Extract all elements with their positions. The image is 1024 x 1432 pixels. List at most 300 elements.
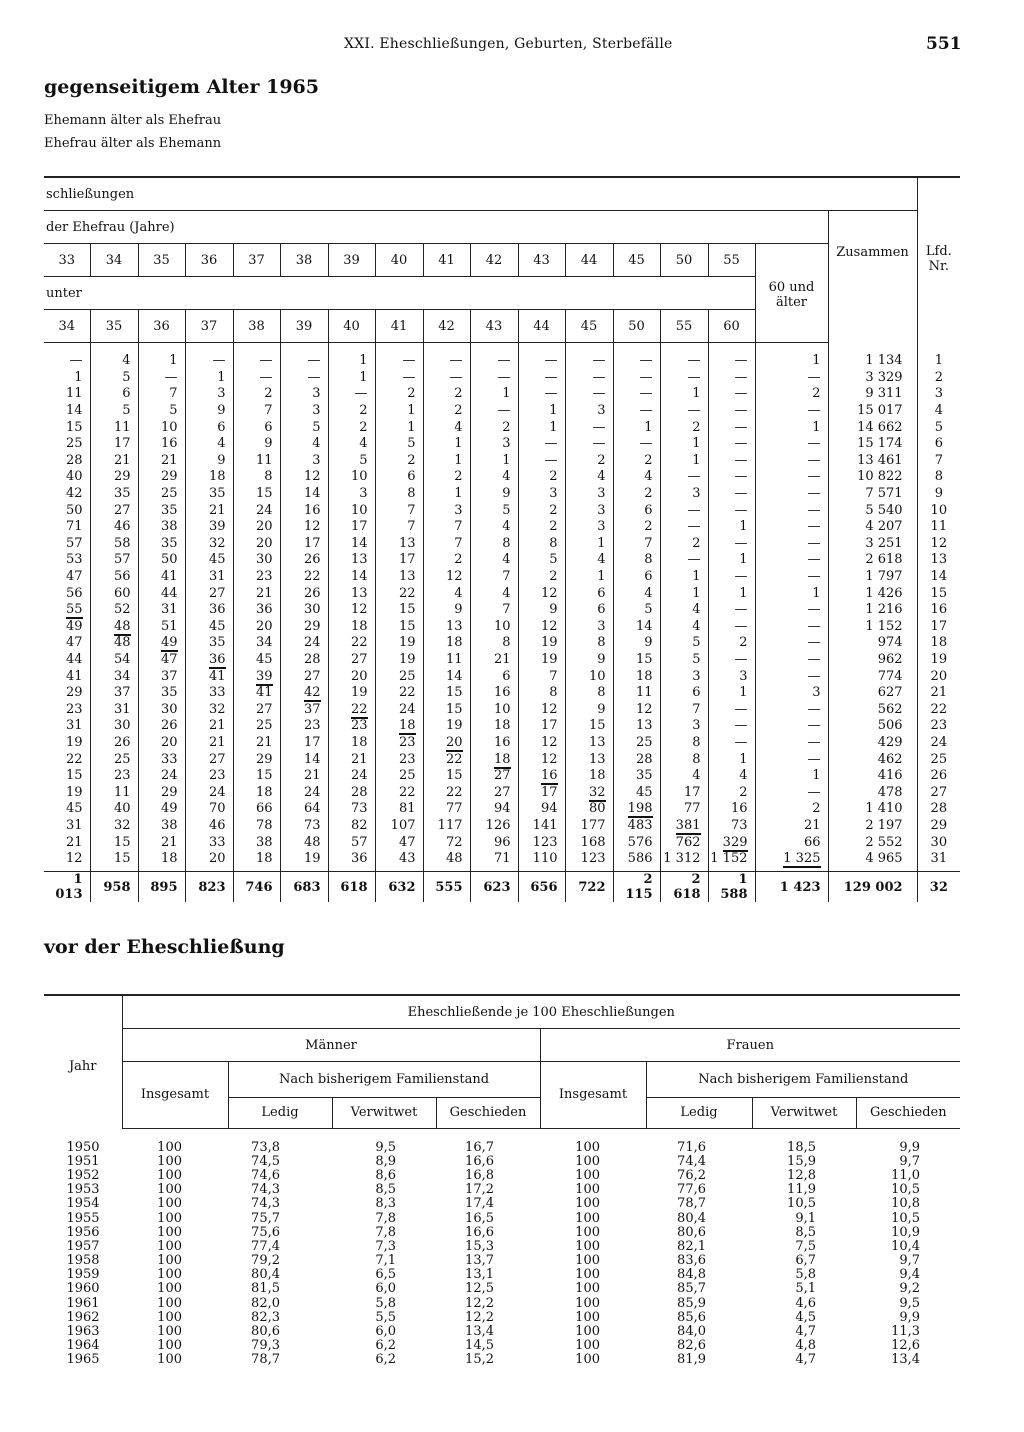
matrix-cell: 2 [423,552,470,569]
matrix-cell: 168 [565,834,613,851]
marital-status-table [44,994,960,1368]
table-row [44,1268,960,1282]
lfd-cell: 7 [934,452,943,468]
frauen-value: 100 [575,1238,600,1254]
matrix-cell: 3 [565,519,613,536]
matrix-cell: 21 [328,751,375,768]
age-to-header: 37 [185,310,233,343]
matrix-cell: 6 [90,386,138,403]
page-number: 551 [926,34,962,54]
matrix-cell: 44 [138,585,185,602]
matrix-cell: 35 [138,685,185,702]
matrix-cell: — [565,436,613,453]
zusammen-cell: 1 152 [828,619,917,636]
maenner-value: 100 [157,1253,182,1269]
matrix-cell: 57 [44,536,90,553]
maenner-value: 15,2 [465,1352,494,1368]
maenner-value: 100 [157,1210,182,1226]
total-cell: 895 [138,872,185,903]
maenner-value: 100 [157,1295,182,1311]
lfd-cell: 20 [930,668,948,684]
frauen-value: 11,0 [891,1167,921,1183]
total-cell: 1 423 [755,872,828,903]
matrix-cell: 15 [90,851,138,868]
matrix-cell: 20 [233,536,280,553]
matrix-cell: 56 [44,585,90,602]
matrix-cell: 6 [613,569,660,586]
matrix-cell: 50 [138,552,185,569]
matrix-cell: 47 [375,834,423,851]
matrix-cell: 7 [613,536,660,553]
year-cell: 1964 [66,1338,100,1354]
matrix-cell: 13 [565,751,613,768]
matrix-cell: 13 [423,619,470,636]
matrix-cell: — [518,386,565,403]
table-row [44,1141,960,1155]
matrix-cell: 31 [185,569,233,586]
totals-row [44,872,960,903]
matrix-cell: 4 [613,469,660,486]
matrix-cell: 2 [565,453,613,470]
matrix-cell: 2 [423,403,470,420]
diagonal-value: 55 [65,602,83,618]
zusammen-cell: 1 426 [828,585,917,602]
matrix-cell: 2 [470,419,518,436]
maenner-value: 13,1 [465,1267,494,1283]
frauen-value: 81,9 [677,1352,706,1368]
zusammen-cell: 1 410 [828,801,917,818]
diagonal-value: 1 325 [783,851,821,867]
maenner-value: 17,4 [465,1196,494,1212]
matrix-cell: 2 [518,569,565,586]
matrix-cell: 9 [185,403,233,420]
matrix-cell: 24 [185,784,233,801]
maenner-value: 77,4 [251,1238,280,1254]
matrix-cell: 34 [90,668,138,685]
maenner-value: 80,4 [251,1267,280,1283]
maenner-value: 7,3 [375,1238,396,1254]
matrix-cell: — [138,370,185,387]
maenner-value: 17,2 [465,1182,494,1198]
matrix-cell: 2 [613,486,660,503]
zusammen-cell: 4 207 [828,519,917,536]
matrix-cell: 6 [613,502,660,519]
matrix-cell: 28 [44,453,90,470]
matrix-cell: 27 [185,585,233,602]
maenner-familienstand-header: Nach bisherigem Familienstand [228,1062,540,1098]
matrix-cell: 9 [423,602,470,619]
matrix-cell: 38 [138,818,185,835]
matrix-cell: 27 [470,768,518,785]
matrix-cell: 15 [375,602,423,619]
matrix-cell: 6 [233,419,280,436]
frauen-value: 74,4 [677,1153,706,1169]
matrix-cell: 14 [423,668,470,685]
frauen-value: 15,9 [787,1153,816,1169]
maenner-value: 6,0 [375,1324,396,1340]
matrix-cell: 82 [328,818,375,835]
matrix-cell: — [708,735,755,752]
matrix-cell: 2 [518,469,565,486]
matrix-cell: 2 [233,386,280,403]
matrix-cell: 19 [375,635,423,652]
lfd-cell: 16 [930,602,948,618]
matrix-cell: 5 [138,403,185,420]
maenner-value: 7,8 [375,1224,396,1240]
lfd-cell: 10 [930,502,948,518]
zusammen-cell: 962 [828,652,917,669]
matrix-cell: — [660,370,708,387]
matrix-cell [518,768,565,785]
matrix-cell: 24 [328,768,375,785]
zusammen-cell: 627 [828,685,917,702]
matrix-cell [280,685,328,702]
lfd-cell: 4 [934,403,943,419]
maenner-value: 6,5 [375,1267,396,1283]
matrix-cell: 32 [185,536,233,553]
matrix-cell: 1 [328,353,375,370]
matrix-cell: 21 [233,735,280,752]
frauen-value: 100 [575,1182,600,1198]
matrix-cell: 23 [44,701,90,718]
matrix-cell: 41 [138,569,185,586]
frauen-value: 8,5 [795,1224,816,1240]
year-cell: 1952 [66,1167,100,1183]
matrix-cell: 16 [280,502,328,519]
table-row [44,1211,960,1225]
matrix-cell: 34 [233,635,280,652]
matrix-cell: 7 [660,701,708,718]
matrix-cell: — [565,370,613,387]
matrix-cell: — [565,386,613,403]
diagonal-value: 22 [350,701,368,717]
matrix-cell: 4 [185,436,233,453]
age-to-header: 55 [660,310,708,343]
matrix-cell: — [755,469,828,486]
table-row [44,1226,960,1240]
matrix-cell: 20 [233,619,280,636]
matrix-cell: — [708,486,755,503]
matrix-cell: 5 [470,502,518,519]
maenner-value: 6,2 [375,1338,396,1354]
table-row [44,1297,960,1311]
matrix-cell: 31 [138,602,185,619]
matrix-cell: 21 [755,818,828,835]
matrix-cell: 24 [138,768,185,785]
matrix-cell: 1 [565,536,613,553]
matrix-cell: — [708,403,755,420]
matrix-cell: 4 [423,419,470,436]
lfd-cell: 25 [930,751,948,767]
matrix-cell: 4 [660,768,708,785]
matrix-cell: 41 [44,668,90,685]
matrix-cell: — [708,353,755,370]
frauen-value: 78,7 [677,1196,706,1212]
matrix-cell: 10 [565,668,613,685]
table-row [44,486,960,503]
matrix-cell: 17 [660,784,708,801]
maenner-header: Männer [122,1029,540,1062]
matrix-cell: 35 [185,486,233,503]
matrix-cell [375,718,423,735]
matrix-cell: 49 [44,619,90,636]
matrix-cell: 3 [755,685,828,702]
year-cell: 1963 [66,1324,100,1340]
maenner-value: 100 [157,1281,182,1297]
frauen-insgesamt-header: Insgesamt [540,1062,646,1129]
maenner-value: 16,5 [465,1210,494,1226]
frauen-value: 9,7 [899,1153,921,1169]
lfd-cell: 8 [934,469,943,485]
year-cell: 1965 [66,1352,100,1368]
matrix-cell: — [755,652,828,669]
matrix-cell: 23 [90,768,138,785]
matrix-cell: 96 [470,834,518,851]
matrix-cell: 3 [660,668,708,685]
table-row [44,370,960,387]
matrix-cell: 2 [708,784,755,801]
matrix-cell: 9 [565,652,613,669]
maenner-value: 12,2 [465,1309,494,1325]
matrix-cell: 1 [660,569,708,586]
matrix-cell: 7 [423,536,470,553]
group-header: schließungen [44,177,917,211]
matrix-cell: 5 [613,602,660,619]
matrix-cell: 12 [518,619,565,636]
age-to-header: 45 [565,310,613,343]
maenner-value: 100 [157,1139,182,1155]
matrix-cell: — [470,370,518,387]
matrix-cell: 1 [518,419,565,436]
matrix-cell: 18 [613,668,660,685]
matrix-cell: 26 [90,735,138,752]
matrix-cell: 7 [470,569,518,586]
maenner-value: 75,7 [251,1210,280,1226]
maenner-value: 82,3 [251,1309,280,1325]
matrix-cell: — [375,353,423,370]
matrix-cell: 32 [185,701,233,718]
matrix-cell: 22 [280,569,328,586]
frauen-value: 71,6 [677,1139,706,1155]
matrix-cell: 19 [518,652,565,669]
matrix-cell: 19 [375,652,423,669]
matrix-cell: 44 [44,652,90,669]
age-from-header: 38 [280,244,328,277]
age-to-header: 39 [280,310,328,343]
matrix-cell: — [613,353,660,370]
table-row [44,569,960,586]
maenner-value: 7,1 [375,1253,396,1269]
matrix-cell: 35 [90,486,138,503]
maenner-value: 74,3 [251,1182,280,1198]
matrix-cell [138,635,185,652]
maenner-value: 100 [157,1153,182,1169]
matrix-cell: 13 [565,735,613,752]
table-row [44,818,960,835]
matrix-cell: 5 [375,436,423,453]
matrix-cell: 50 [44,502,90,519]
matrix-cell: 25 [233,718,280,735]
year-cell: 1957 [66,1238,100,1254]
age-to-header: 60 [708,310,755,343]
matrix-cell: 1 [660,386,708,403]
year-cell: 1961 [66,1295,100,1311]
matrix-cell: 57 [328,834,375,851]
frauen-value: 100 [575,1224,600,1240]
year-cell: 1956 [66,1224,100,1240]
matrix-cell: 9 [518,602,565,619]
total-cell: 958 [90,872,138,903]
matrix-cell: 8 [518,685,565,702]
matrix-cell: 23 [375,751,423,768]
matrix-cell: — [755,403,828,420]
matrix-cell: 1 [708,519,755,536]
matrix-cell: 21 [138,453,185,470]
frauen-geschieden-header: Geschieden [856,1097,960,1128]
year-cell: 1962 [66,1309,100,1325]
jahr-header: Jahr [44,995,122,1128]
matrix-cell: 4 [470,585,518,602]
table-row [44,1282,960,1296]
zusammen-cell: 5 540 [828,502,917,519]
maenner-value: 5,5 [375,1309,396,1325]
matrix-cell: 28 [280,652,328,669]
matrix-cell: 66 [233,801,280,818]
matrix-cell [470,751,518,768]
matrix-cell [90,619,138,636]
zusammen-cell: 429 [828,735,917,752]
zusammen-cell: 3 251 [828,536,917,553]
lfd-cell: 23 [930,718,948,734]
matrix-cell: — [755,735,828,752]
matrix-cell: 7 [423,519,470,536]
table-row [44,1254,960,1268]
total-cell: 656 [518,872,565,903]
matrix-cell: 8 [375,486,423,503]
matrix-cell: 21 [90,453,138,470]
maenner-value: 74,5 [251,1153,280,1169]
matrix-cell: 2 [613,453,660,470]
matrix-cell: 7 [518,668,565,685]
matrix-cell: 5 [328,453,375,470]
table-row [44,519,960,536]
matrix-cell: 29 [280,619,328,636]
matrix-cell: 15 [233,486,280,503]
maenner-value: 100 [157,1309,182,1325]
matrix-cell: 9 [613,635,660,652]
matrix-cell: 73 [708,818,755,835]
frauen-value: 9,2 [899,1281,921,1297]
matrix-cell: 2 [518,519,565,536]
age-to-header: 38 [233,310,280,343]
matrix-cell: 14 [328,536,375,553]
table-row [44,735,960,752]
matrix-cell: 78 [233,818,280,835]
maenner-ledig-header: Ledig [228,1097,332,1128]
frauen-value: 9,5 [899,1295,921,1311]
matrix-cell: 45 [613,784,660,801]
matrix-cell: 13 [328,585,375,602]
matrix-cell: 5 [280,419,328,436]
frauen-value: 85,6 [677,1309,706,1325]
matrix-cell: 6 [470,668,518,685]
matrix-cell: 8 [613,552,660,569]
matrix-cell: 1 [660,585,708,602]
matrix-cell: — [708,602,755,619]
matrix-cell: 17 [518,718,565,735]
matrix-cell: — [755,635,828,652]
grand-total-cell: 129 002 [828,872,917,903]
maenner-value: 6,2 [375,1352,396,1368]
total-cell: 2 618 [660,872,708,903]
matrix-cell: 4 [565,552,613,569]
matrix-cell: 73 [328,801,375,818]
year-cell: 1954 [66,1196,100,1212]
matrix-cell: — [755,569,828,586]
matrix-cell: 2 [518,502,565,519]
matrix-cell: 2 [423,469,470,486]
frauen-value: 4,7 [795,1352,816,1368]
matrix-cell: 13 [375,569,423,586]
matrix-cell: 21 [185,502,233,519]
matrix-cell: — [613,370,660,387]
matrix-cell: 141 [518,818,565,835]
matrix-cell: 56 [90,569,138,586]
frauen-value: 80,4 [677,1210,706,1226]
matrix-cell: 3 [280,403,328,420]
matrix-cell: 2 [423,386,470,403]
zusammen-cell: 562 [828,701,917,718]
matrix-cell: 3 [518,486,565,503]
matrix-cell: 586 [613,851,660,868]
matrix-cell: — [280,353,328,370]
maenner-value: 73,8 [251,1139,280,1155]
lfd-cell: 18 [930,635,948,651]
matrix-cell: 23 [328,718,375,735]
matrix-cell: 54 [90,652,138,669]
zusammen-cell: 1 134 [828,353,917,370]
matrix-cell: 3 [328,486,375,503]
age-from-header: 43 [518,244,565,277]
matrix-cell: 43 [375,851,423,868]
matrix-cell: 17 [90,436,138,453]
matrix-cell: 3 [660,718,708,735]
age-to-header: 50 [613,310,660,343]
matrix-cell: — [660,469,708,486]
frauen-value: 100 [575,1295,600,1311]
matrix-cell: — [233,370,280,387]
age-from-header: 34 [90,244,138,277]
matrix-cell: 20 [233,519,280,536]
matrix-cell: 1 [44,370,90,387]
matrix-cell: 4 [470,552,518,569]
maenner-value: 5,8 [375,1295,396,1311]
matrix-cell: 37 [90,685,138,702]
matrix-cell: — [565,353,613,370]
matrix-cell: — [708,619,755,636]
matrix-cell: 36 [185,602,233,619]
table-row [44,801,960,818]
matrix-cell: — [518,353,565,370]
total-cell: 623 [470,872,518,903]
matrix-cell: — [755,453,828,470]
matrix-cell: 1 [470,386,518,403]
matrix-cell: 35 [613,768,660,785]
matrix-cell: 13 [375,536,423,553]
matrix-cell: 8 [660,735,708,752]
matrix-cell: 2 [328,419,375,436]
matrix-cell: 1 [423,453,470,470]
